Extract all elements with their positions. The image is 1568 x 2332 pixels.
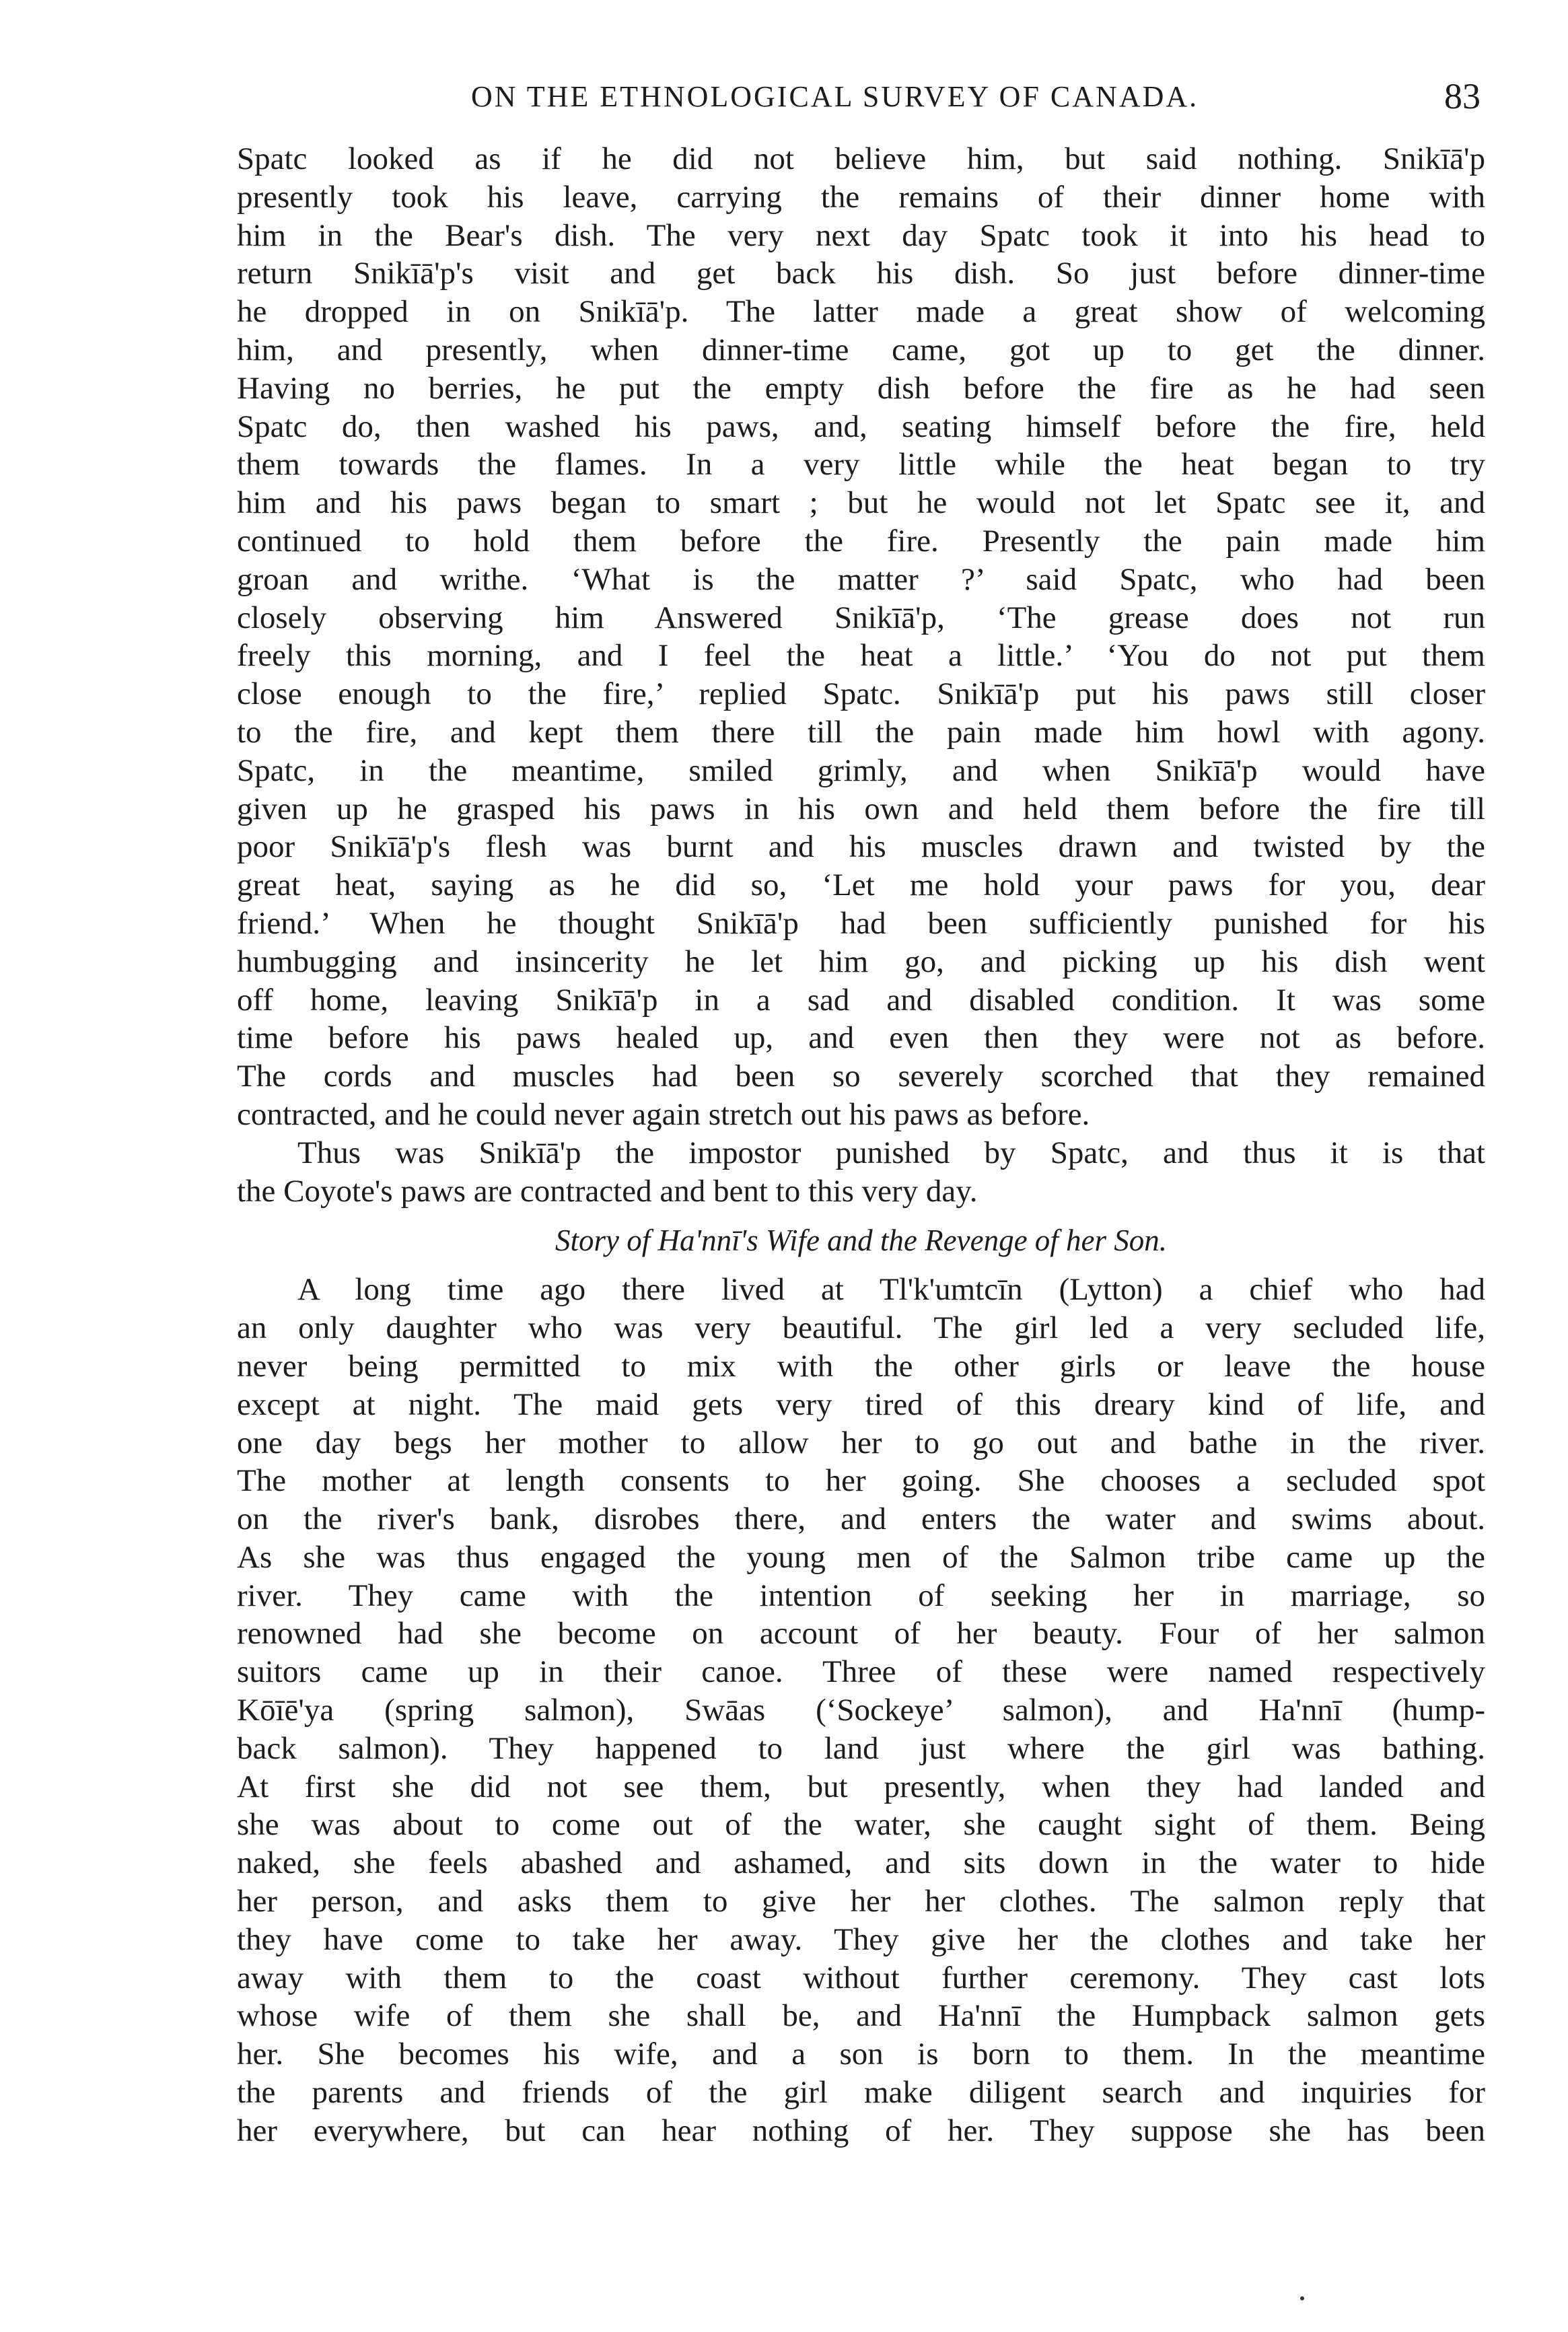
text-line: As she was thus engaged the young men of the Salmon tribe came up the: [237, 1539, 1485, 1575]
text-line: they have come to take her away. They give her the clothes and take her: [237, 1921, 1485, 1957]
text-line: one day begs her mother to allow her to go out and bathe in the river.: [237, 1425, 1485, 1460]
text-line: them towards the flames. In a very little while the heat began to try: [237, 447, 1485, 483]
text-line: time before his paws healed up, and even then they were not as before.: [237, 1020, 1485, 1056]
page-number: 83: [1444, 76, 1481, 116]
text-line: given up he grasped his paws in his own and held them before the fire till: [237, 791, 1485, 826]
text-line: to the fire, and kept them there till the pain made him howl with agony.: [237, 714, 1485, 750]
paragraph: [237, 140, 1485, 1134]
text-line: closely observing him Answered Snikīā'p, ‘The grease does not run: [237, 600, 1485, 635]
text-line: suitors came up in their canoe. Three of these were named respectively: [237, 1654, 1485, 1690]
text-line: he dropped in on Snikīā'p. The latter made a great show of welcoming: [237, 294, 1485, 330]
text-line: on the river's bank, disrobes there, and enters the water and swims about.: [237, 1501, 1485, 1537]
text-line: her person, and asks them to give her her clothes. The salmon reply that: [237, 1884, 1485, 1919]
text-line: him in the Bear's dish. The very next day Spatc took it into his head to: [237, 217, 1485, 253]
text-line: close enough to the fire,’ replied Spatc. Snikīā'p put his paws still closer: [237, 676, 1485, 712]
text-line: The mother at length consents to her going. She chooses a secluded spot: [237, 1463, 1485, 1499]
body-text: [237, 140, 1485, 2150]
text-line: off home, leaving Snikīā'p in a sad and disabled condition. It was some: [237, 982, 1485, 1018]
paragraph: [237, 1271, 1485, 2150]
text-line: At first she did not see them, but presently, when they had landed and: [237, 1769, 1485, 1804]
running-header: [242, 76, 1481, 127]
text-line: great heat, saying as he did so, ‘Let me hold your paws for you, dear: [237, 868, 1485, 903]
text-line: him, and presently, when dinner-time came, got up to get the dinner.: [237, 332, 1485, 367]
text-line: continued to hold them before the fire. Presently the pain made him: [237, 523, 1485, 559]
text-line: Kōīē'ya (spring salmon), Swāas (‘Sockeye’ salmon), and Ha'nnī (hump-: [237, 1693, 1485, 1728]
text-line: him and his paws began to smart ; but he would not let Spatc see it, and: [237, 485, 1485, 521]
text-line: humbugging and insincerity he let him go, and picking up his dish went: [237, 944, 1485, 979]
text-line: she was about to come out of the water, she caught sight of them. Being: [237, 1807, 1485, 1843]
text-line: her everywhere, but can hear nothing of her. They suppose she has been: [237, 2113, 1485, 2148]
text-line: river. They came with the intention of seeking her in marriage, so: [237, 1578, 1485, 1613]
text-line: poor Snikīā'p's flesh was burnt and his muscles drawn and twisted by the: [237, 829, 1485, 865]
text-line: back salmon). They happened to land just where the girl was bathing.: [237, 1730, 1485, 1766]
text-line: naked, she feels abashed and ashamed, and sits down in the water to hide: [237, 1845, 1485, 1881]
text-line: never being permitted to mix with the other girls or leave the house: [237, 1348, 1485, 1384]
text-line: Spatc, in the meantime, smiled grimly, and when Snikīā'p would have: [237, 752, 1485, 788]
story-heading: Story of Ha'nnī's Wife and the Revenge of her Son.: [555, 1224, 1168, 1258]
text-line: away with them to the coast without further ceremony. They cast lots: [237, 1960, 1485, 1995]
text-line: an only daughter who was very beautiful. The girl led a very secluded life,: [237, 1310, 1485, 1346]
text-line: A long time ago there lived at Tl'k'umtcīn (Lytton) a chief who had: [297, 1272, 1485, 1308]
text-line: whose wife of them she shall be, and Ha'nnī the Humpback salmon gets: [237, 1998, 1485, 2034]
text-line: except at night. The maid gets very tired of this dreary kind of life, and: [237, 1386, 1485, 1422]
text-line: Having no berries, he put the empty dish before the fire as he had seen: [237, 370, 1485, 406]
text-line: The cords and muscles had been so severely scorched that they remained: [237, 1059, 1485, 1094]
text-line: the parents and friends of the girl make diligent search and inquiries for: [237, 2075, 1485, 2111]
text-line: renowned had she become on account of her beauty. Four of her salmon: [237, 1616, 1485, 1652]
text-line: contracted, and he could never again stretch out his paws as before.: [237, 1096, 1090, 1132]
text-line: groan and writhe. ‘What is the matter ?’ said Spatc, who had been: [237, 561, 1485, 597]
paragraph: [237, 1134, 1485, 1211]
text-line: freely this morning, and I feel the heat a little.’ ‘You do not put them: [237, 638, 1485, 674]
text-line: her. She becomes his wife, and a son is born to them. In the meantime: [237, 2037, 1485, 2072]
text-line: friend.’ When he thought Snikīā'p had been sufficiently punished for his: [237, 905, 1485, 941]
text-line: the Coyote's paws are contracted and bent to this very day.: [237, 1173, 978, 1209]
text-line: Thus was Snikīā'p the impostor punished by Spatc, and thus it is that: [297, 1135, 1485, 1170]
text-line: Spatc looked as if he did not believe him, but said nothing. Snikīā'p: [237, 141, 1485, 176]
text-line: presently took his leave, carrying the remains of their dinner home with: [237, 179, 1485, 215]
text-line: return Snikīā'p's visit and get back his dish. So just before dinner-time: [237, 256, 1485, 291]
print-speck: [1300, 2296, 1304, 2300]
text-line: Spatc do, then washed his paws, and, seating himself before the fire, held: [237, 409, 1485, 444]
running-title: ON THE ETHNOLOGICAL SURVEY OF CANADA.: [471, 80, 1199, 113]
